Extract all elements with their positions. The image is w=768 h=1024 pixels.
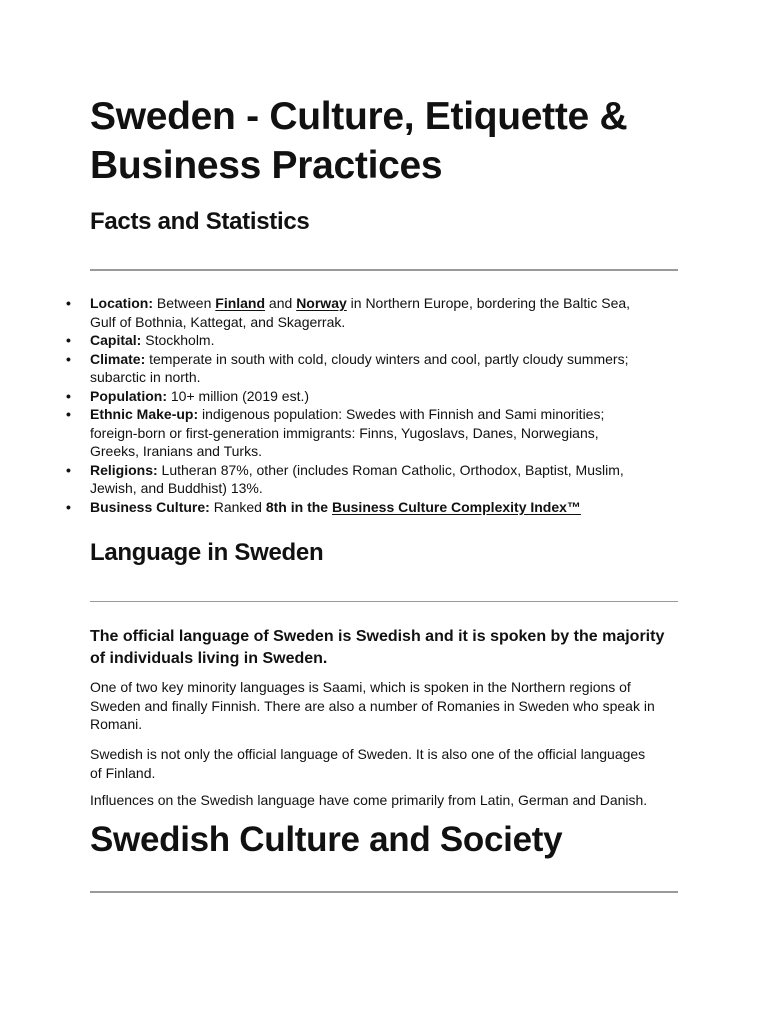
fact-text: Between — [153, 295, 216, 311]
bullet-glyph: • — [66, 332, 71, 348]
paragraph-line: One of two key minority languages is Saami, which is spoken in the Northern regions of — [90, 679, 631, 695]
fact-text: Jewish, and Buddhist) 13%. — [90, 480, 263, 496]
bullet-glyph: • — [66, 461, 71, 478]
paragraph-line: Swedish is not only the official language of Sweden. It is also one of the official languages — [90, 746, 646, 762]
bullet-glyph: • — [66, 350, 71, 367]
fact-location — [66, 294, 686, 331]
facts-heading: Facts and Statistics — [90, 208, 310, 235]
section-divider-language — [90, 601, 678, 602]
fact-text: Gulf of Bothnia, Kattegat, and Skagerrak. — [90, 313, 346, 330]
bullet-glyph: • — [66, 406, 71, 422]
fact-religions — [66, 461, 686, 498]
bullet-glyph: • — [66, 387, 71, 404]
fact-text: 10+ million (2019 est.) — [167, 387, 310, 404]
language-heading: Language in Sweden — [90, 539, 324, 566]
fact-text: indigenous population: Swedes with Finnish and Sami minorities; — [198, 406, 605, 422]
facts-list — [66, 294, 686, 516]
section-divider-facts — [90, 269, 678, 271]
fact-text: foreign-born or first-generation immigrants: Finns, Yugoslavs, Danes, Norwegians, — [90, 424, 599, 441]
bullet-glyph: • — [66, 498, 71, 515]
page-title-line-2: Business Practices — [90, 144, 443, 187]
paragraph-line: Sweden and finally Finnish. There are also a number of Romanies in Sweden who speak in — [90, 697, 655, 714]
link-norway[interactable]: Norway — [296, 295, 347, 311]
bullet-glyph: • — [66, 295, 71, 311]
fact-business-culture — [66, 498, 686, 517]
language-lead-line-1: The official language of Sweden is Swedish and it is spoken by the majority — [90, 628, 665, 645]
language-paragraph-1 — [90, 678, 690, 734]
fact-text: temperate in south with cold, cloudy winters and cool, partly cloudy summers; — [145, 350, 629, 367]
fact-label-population: Population: — [90, 387, 167, 404]
fact-label-religions: Religions: — [90, 461, 158, 478]
fact-ethnic — [66, 405, 686, 461]
fact-label-location: Location: — [90, 295, 153, 311]
section-divider-culture — [90, 891, 678, 893]
link-business-culture-index[interactable]: Business Culture Complexity Index™ — [331, 498, 581, 515]
fact-text: subarctic in north. — [90, 369, 201, 385]
page-title-line-1: Sweden - Culture, Etiquette & — [90, 95, 628, 138]
fact-label-capital: Capital: — [90, 332, 142, 348]
fact-text: Greeks, Iranians and Turks. — [90, 443, 262, 459]
fact-text: in Northern Europe, bordering the Baltic Sea, — [346, 295, 631, 311]
fact-capital — [66, 331, 686, 350]
fact-label-ethnic: Ethnic Make-up: — [90, 406, 199, 422]
language-paragraph-2 — [90, 745, 690, 782]
fact-label-business: Business Culture: — [90, 498, 210, 515]
paragraph-line: of Finland. — [90, 764, 156, 781]
culture-heading: Swedish Culture and Society — [90, 820, 563, 859]
fact-climate — [66, 350, 686, 387]
fact-text: Lutheran 87%, other (includes Roman Catholic, Orthodox, Baptist, Muslim, — [157, 461, 624, 478]
page-title — [90, 92, 690, 190]
fact-text: Stockholm. — [141, 332, 215, 348]
paragraph-line: Romani. — [90, 716, 143, 732]
language-lead-line-2: of individuals living in Sweden. — [90, 650, 328, 667]
business-rank: 8th in the — [265, 498, 332, 515]
language-lead — [90, 626, 690, 670]
language-paragraph-3 — [90, 791, 690, 810]
paragraph-line: Influences on the Swedish language have come primarily from Latin, German and Danish. — [90, 792, 648, 808]
fact-population — [66, 387, 686, 406]
link-finland[interactable]: Finland — [215, 295, 266, 311]
fact-text: and — [265, 295, 297, 311]
fact-text: Ranked — [209, 498, 266, 515]
fact-label-climate: Climate: — [90, 350, 146, 367]
